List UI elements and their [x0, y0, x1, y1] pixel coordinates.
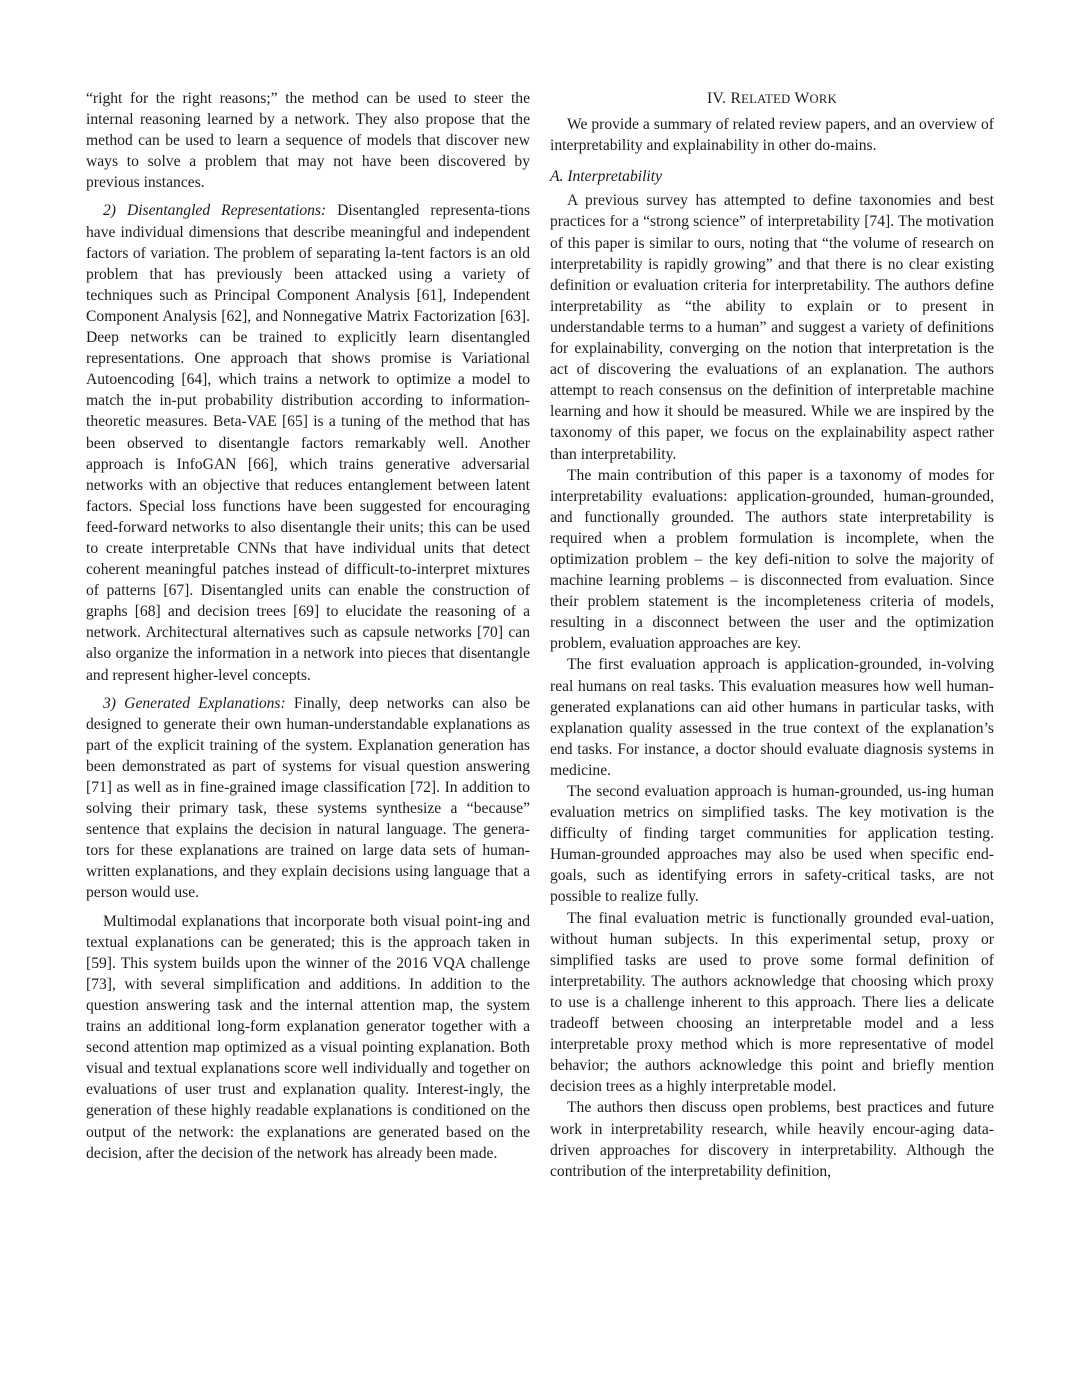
- paragraph-main-contribution: The main contribution of this paper is a taxonomy of modes for interpretability evaluations: application-grounded, human-grounded, and functionally grounded. The authors state interpretability is required when a problem formulation is incomplete, when the optimization problem – the key defi-nition to solve the majority of machine learning problems – is disconnected from evaluation. Since their problem statement is the incompleteness criteria of models, resulting in a disconnect between the user and the optimization problem, evaluation approaches are key.: [550, 466, 994, 653]
- paragraph-first-evaluation: The first evaluation approach is application-grounded, in-volving real humans on real tasks. This evaluation measures how well human-generated explanations can aid other humans in particular tasks, with explanation quality assessed in the true context of the explanation’s end tasks. For instance, a doctor should evaluate diagnosis systems in medicine.: [550, 656, 994, 779]
- paragraph-disentangled-representations: [86, 200, 530, 685]
- paragraph-generated-explanations: [86, 693, 530, 904]
- paragraph-related-work-intro: We provide a summary of related review papers, and an overview of interpretability and explainability in other do-mains.: [550, 116, 994, 155]
- paragraph-second-evaluation: The second evaluation approach is human-grounded, us-ing human evaluation metrics on simplified tasks. The key motivation is the difficulty of finding target communities for application testing. Human-grounded approaches may also be used when specific end-goals, such as identifying errors in safety-critical tasks, are not possible to realize fully.: [550, 783, 994, 906]
- paragraph-open-problems: The authors then discuss open problems, best practices and future work in interpretability research, while heavily encour-aging data-driven approaches for discovery in interpretability. Although the contribution of the interpretability definition,: [550, 1099, 994, 1180]
- paragraph-multimodal-explanations: Multimodal explanations that incorporate both visual point-ing and textual explanations can be generated; this is the approach taken in [59]. This system builds upon the winner of the 2016 VQA challenge [73], with several simplification and additions. In addition to the question answering task and the internal attention map, the system trains an additional long-form explanation generator together with a second attention map optimized as a visual pointing explanation. Both visual and textual explanations score well individually and together on evaluations of user trust and explanation quality. Interest-ingly, the generation of these highly readable explanations is conditioned on the output of the network: the explanations are generated based on the decision, after the decision of the network has already been made.: [86, 912, 530, 1162]
- subsubsection-heading-generated: 3) Generated Explanations:: [103, 694, 286, 712]
- generated-body: Finally, deep networks can also be designed to generate their own human-understandable explanations as part of the explicit training of the system. Explanation generation has been demonstrated as part of systems for visual question answering [71] as well as in fine-grained image classification [72]. In addition to solving their primary task, these systems synthesize a “because” sentence that explains the decision in natural language. The genera-tors for these explanations are trained on large data sets of human-written explanations, and they explain decisions using language that a person would use.: [86, 694, 530, 902]
- paragraph-right-reasons: “right for the right reasons;” the method can be used to steer the internal reasoning learned by a network. They also propose that the method can be used to learn a sequence of models that discover new ways to solve a problem that may not have been discovered by previous instances.: [86, 90, 530, 192]
- section-heading-related-work: IV. RELATED WORK: [707, 90, 837, 107]
- left-column: [86, 88, 530, 1164]
- right-column: [550, 88, 994, 1182]
- paragraph-final-evaluation: The final evaluation metric is functionally grounded eval-uation, without human subjects. In this experimental setup, proxy or simplified tasks are used to prove some formal definition of interpretability. The authors acknowledge that choosing which proxy to use is a challenge inherent to this approach. There lies a delicate tradeoff between choosing an interpretable model and a less interpretable proxy method which is more representative of model behavior; the authors acknowledge this point and briefly mention decision trees as a highly interpretable model.: [550, 909, 994, 1096]
- paragraph-previous-survey: A previous survey has attempted to define taxonomies and best practices for a “strong science” of interpretability [74]. The motivation of this paper is similar to ours, noting that “the volume of research on interpretability is rapidly growing” and that there is no clear existing definition or evaluation criteria for interpretability. The authors define interpretability as “the ability to explain or to present in understandable terms to a human” and suggest a variety of definitions for explainability, converging on the notion that interpretation is the act of discovering the evaluations of an explanation. The authors attempt to reach consensus on the definition of interpretable machine learning and how it should be measured. While we are inspired by the taxonomy of this paper, we focus on the explainability aspect rather than interpretability.: [550, 192, 994, 463]
- subsection-heading-interpretability: A. Interpretability: [550, 168, 663, 186]
- disentangled-body: Disentangled representa-tions have individual dimensions that describe meaningful and independent factors of variation. The problem of separating la-tent factors is an old problem that has previously been attacked using a variety of techniques such as Principal Component Analysis [61], Independent Component Analysis [62], and Nonnegative Matrix Factorization [63]. Deep networks can be trained to explicitly learn disentangled representations. One approach that shows promise is Variational Autoencoding [64], which trains a network to optimize a model to match the in-put probability distribution according to information-theoretic measures. Beta-VAE [65] is a tuning of the method that has been observed to disentangle factors remarkably well. Another approach is InfoGAN [66], which trains generative adversarial networks with an objective that reduces entanglement between latent factors. Special loss functions have been suggested for encouraging feed-forward networks to also disentangle their units; this can be used to create interpretable CNNs that have individual units that detect coherent meaningful patches instead of difficult-to-interpret mixtures of patterns [67]. Disentangled units can enable the construction of graphs [68] and decision trees [69] to elucidate the reasoning of a network. Architectural alternatives such as capsule networks [70] can also organize the information in a network into pieces that disentangle and represent higher-level concepts.: [86, 202, 531, 684]
- subsubsection-heading-disentangled: 2) Disentangled Representations:: [103, 202, 327, 220]
